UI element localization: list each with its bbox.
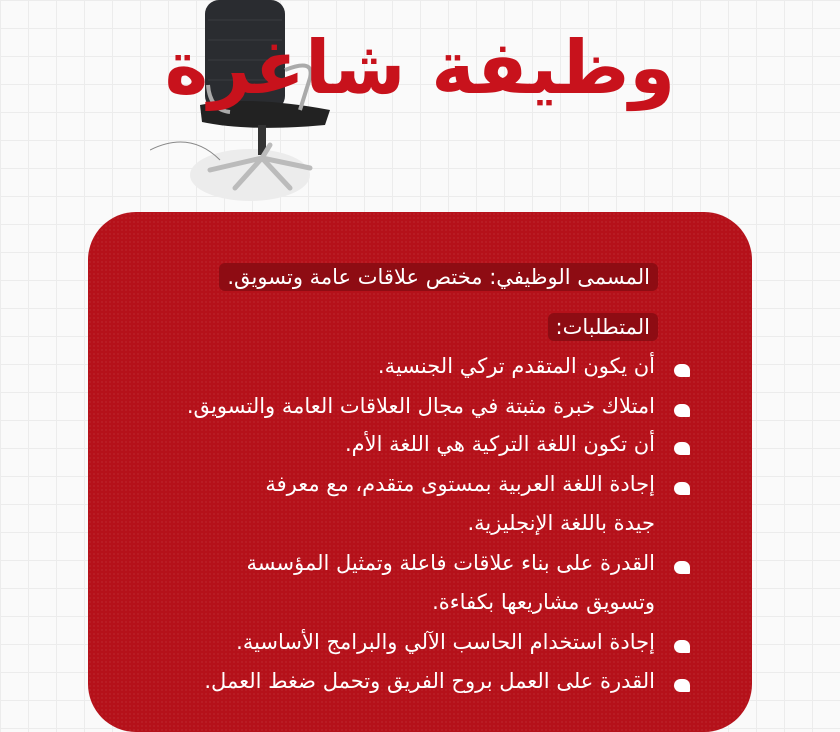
bullet-icon [674, 679, 690, 692]
list-item: القدرة على العمل بروح الفريق وتحمل ضغط العمل. [204, 669, 655, 693]
requirements-heading [548, 315, 658, 339]
list-item: أن تكون اللغة التركية هي اللغة الأم. [345, 432, 655, 456]
list-item-continued: وتسويق مشاريعها بكفاءة. [432, 590, 655, 614]
list-item: أن يكون المتقدم تركي الجنسية. [377, 354, 655, 378]
bullet-icon [674, 561, 690, 574]
job-title-line [219, 265, 658, 289]
list-item: القدرة على بناء علاقات فاعلة وتمثيل المؤسسة [246, 551, 655, 575]
list-item: إجادة استخدام الحاسب الآلي والبرامج الأساسية. [236, 630, 655, 654]
job-title-text: المسمى الوظيفي: مختص علاقات عامة وتسويق. [219, 263, 658, 291]
bullet-icon [674, 364, 690, 377]
bullet-icon [674, 404, 690, 417]
bullet-icon [674, 442, 690, 455]
page-title: وظيفة شاغرة [164, 25, 676, 111]
bullet-icon [674, 640, 690, 653]
list-item: إجادة اللغة العربية بمستوى متقدم، مع معرفة [265, 472, 655, 496]
list-item-continued: جيدة باللغة الإنجليزية. [467, 511, 655, 535]
list-item: امتلاك خبرة مثبتة في مجال العلاقات العامة والتسويق. [186, 394, 655, 418]
bullet-icon [674, 482, 690, 495]
requirements-heading-text: المتطلبات: [548, 313, 658, 341]
